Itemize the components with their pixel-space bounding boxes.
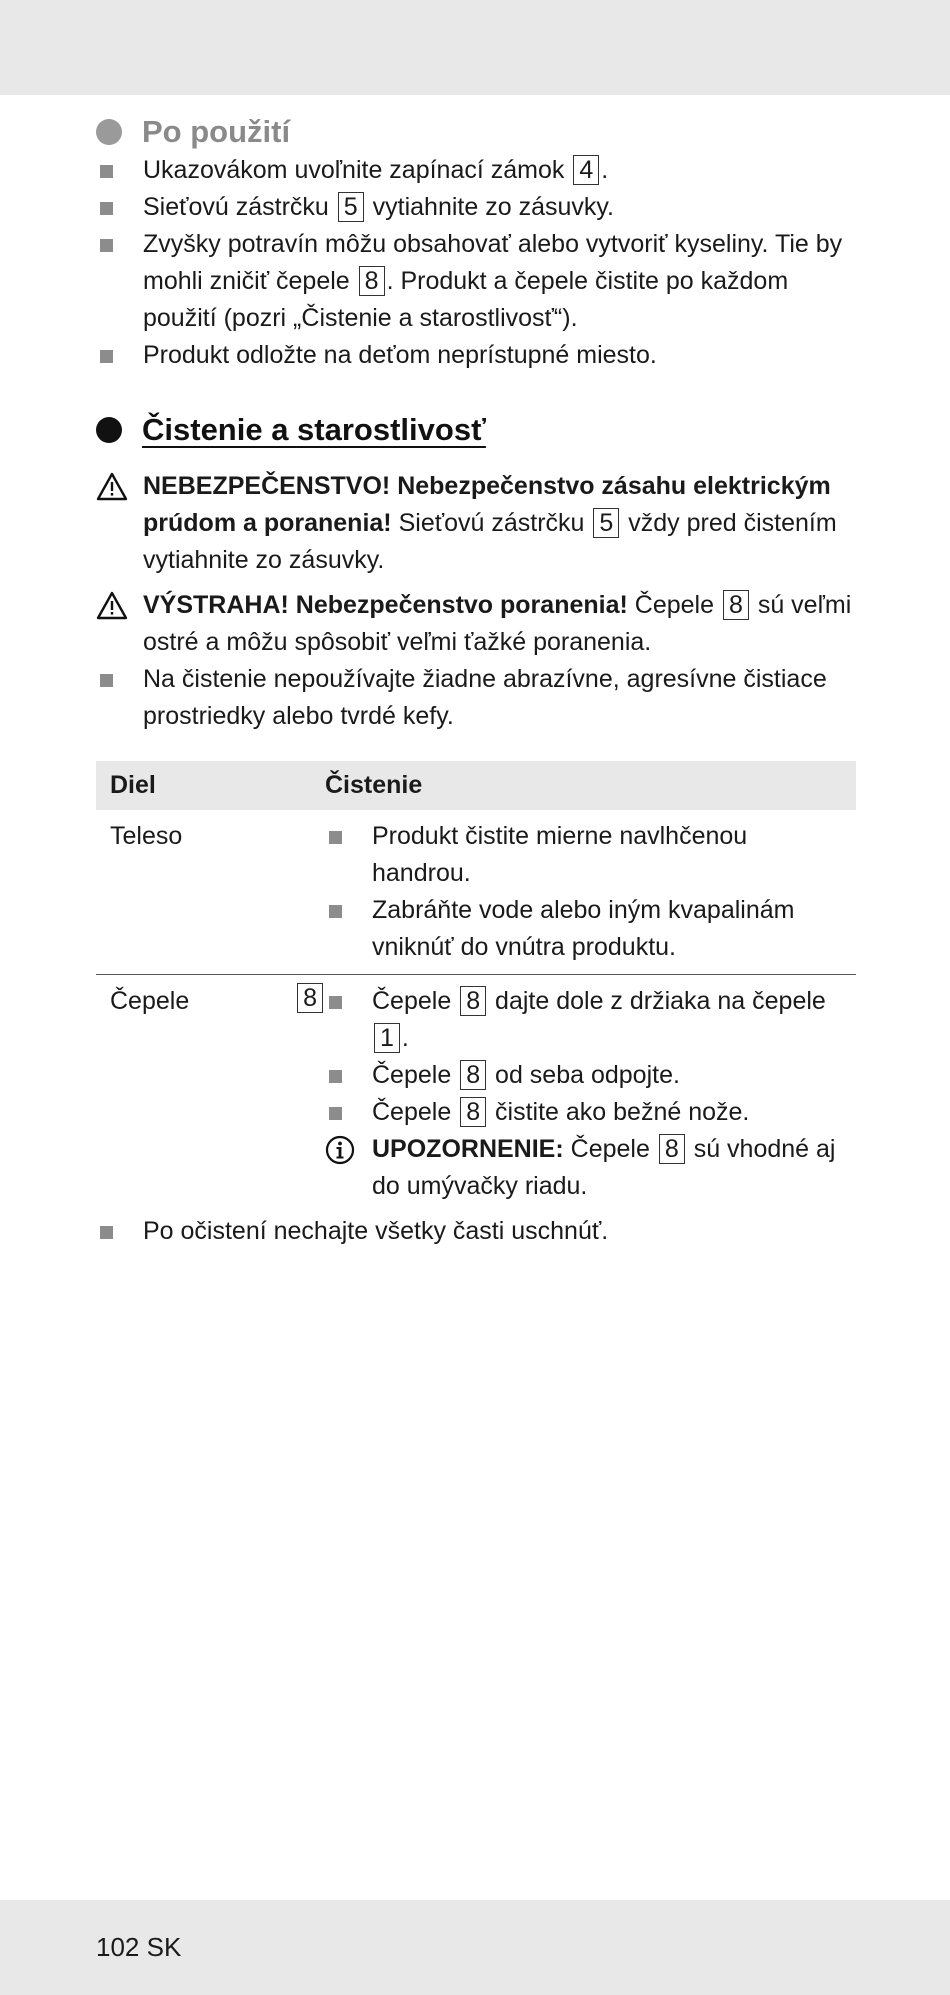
danger-label: NEBEZPEČENSTVO! Nebezpečenstvo zásahu elektrickým prúdom a poranenia!: [143, 472, 831, 537]
ref-box: 8: [359, 266, 385, 296]
ref-box: 8: [723, 590, 749, 620]
warning-notice: VÝSTRAHA! Nebezpečenstvo poranenia! Čepele 8 sú veľmi ostré a môžu spôsobiť veľmi ťažké poranenia.: [96, 587, 856, 661]
square-bullet-icon: [329, 905, 342, 918]
list-item: Sieťovú zástrčku 5 vytiahnite zo zásuvky.: [96, 189, 856, 226]
ref-box: 8: [460, 1097, 486, 1127]
section-heading-after-use: [96, 112, 856, 152]
table-header-row: [96, 761, 856, 810]
section-heading-cleaning: [96, 410, 856, 450]
list-item: Produkt čistite mierne navlhčenou handrou.: [325, 818, 842, 892]
danger-notice: NEBEZPEČENSTVO! Nebezpečenstvo zásahu elektrickým prúdom a poranenia! Sieťovú zástrčku 5 vždy pred čistením vytiahnite zo zásuvky.: [96, 468, 856, 579]
warning-triangle-icon: [96, 591, 128, 620]
bullet-dot-icon: [96, 417, 122, 443]
table-cell-cleaning: [325, 975, 856, 1214]
language-code: SK: [146, 1932, 182, 1962]
page-footer: [96, 1929, 181, 1965]
square-bullet-icon: [100, 674, 113, 687]
warning-label: VÝSTRAHA! Nebezpečenstvo poranenia!: [143, 591, 628, 619]
section-title: Po použití: [142, 114, 291, 149]
square-bullet-icon: [100, 165, 113, 178]
warning-triangle-icon: [96, 472, 128, 501]
list-item: Čepele 8 dajte dole z držiaka na čepele 1 .: [325, 983, 842, 1057]
ref-box: 8: [297, 983, 323, 1013]
note-label: UPOZORNENIE:: [372, 1135, 564, 1163]
page-content: [96, 112, 856, 1250]
page-number: 102: [96, 1932, 140, 1962]
ref-box: 8: [460, 1060, 486, 1090]
square-bullet-icon: [100, 1226, 113, 1239]
list-item: Čepele 8 čistite ako bežné nože.: [325, 1094, 842, 1131]
info-icon: [325, 1135, 355, 1165]
square-bullet-icon: [329, 1107, 342, 1120]
table-header-cleaning: Čistenie: [325, 761, 856, 810]
list-item: Čepele 8 od seba odpojte.: [325, 1057, 842, 1094]
ref-box: 5: [338, 192, 364, 222]
after-use-list: [96, 152, 856, 374]
dishwasher-note: UPOZORNENIE: Čepele 8 sú vhodné aj do umývačky riadu.: [325, 1131, 842, 1205]
square-bullet-icon: [100, 350, 113, 363]
ref-box: 4: [573, 155, 599, 185]
cleaning-steps: [325, 983, 842, 1131]
cleaning-list: [96, 661, 856, 735]
top-band: [0, 0, 950, 95]
table-header-part: Diel: [96, 761, 325, 810]
after-cleaning-list: [96, 1213, 856, 1250]
table-cell-cleaning: [325, 810, 856, 975]
square-bullet-icon: [329, 831, 342, 844]
table-row: [96, 975, 856, 1214]
cleaning-steps: [325, 818, 842, 966]
square-bullet-icon: [100, 202, 113, 215]
ref-box: 8: [460, 986, 486, 1016]
table-cell-part: Čepele 8: [96, 975, 325, 1214]
ref-box: 1: [374, 1023, 400, 1053]
table-cell-part: Teleso: [96, 810, 325, 975]
list-item: Produkt odložte na deťom neprístupné miesto.: [96, 337, 856, 374]
square-bullet-icon: [329, 1070, 342, 1083]
list-item: Zabráňte vode alebo iným kvapalinám vniknúť do vnútra produktu.: [325, 892, 842, 966]
section-title: Čistenie a starostlivosť: [142, 412, 486, 447]
ref-box: 5: [593, 508, 619, 538]
square-bullet-icon: [100, 239, 113, 252]
square-bullet-icon: [329, 996, 342, 1009]
table-row: [96, 810, 856, 975]
list-item: Zvyšky potravín môžu obsahovať alebo vytvoriť kyseliny. Tie by mohli zničiť čepele 8 . Produkt a čepele čistite po každom použití (pozri „Čistenie a starostlivosť“).: [96, 226, 856, 337]
ref-box: 8: [659, 1134, 685, 1164]
bullet-dot-icon: [96, 119, 122, 145]
list-item: Ukazovákom uvoľnite zapínací zámok 4 .: [96, 152, 856, 189]
cleaning-table: [96, 761, 856, 1213]
list-item: Na čistenie nepoužívajte žiadne abrazívne, agresívne čistiace prostriedky alebo tvrdé kefy.: [96, 661, 856, 735]
list-item: Po očistení nechajte všetky časti uschnúť.: [96, 1213, 856, 1250]
